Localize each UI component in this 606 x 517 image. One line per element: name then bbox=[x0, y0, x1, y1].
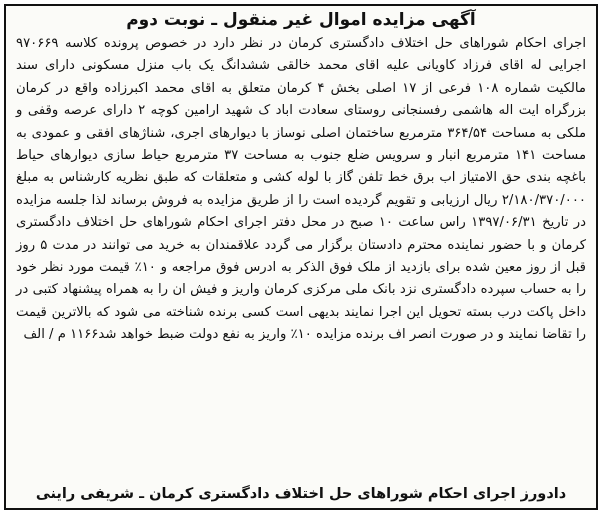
notice-box bbox=[4, 4, 598, 510]
notice-title: آگهی مزایده اموال غیر منقول ـ نوبت دوم bbox=[126, 10, 476, 30]
notice-signature: دادورز اجرای احکام شوراهای حل اختلاف دادگستری کرمان ـ شریفی راینی bbox=[35, 486, 567, 502]
notice-body: اجرای احکام شوراهای حل اختلاف دادگستری کرمان در نظر دارد در خصوص پرونده کلاسه ۹۷۰۶۶۹ اجرایی له اقای فرزاد کاویانی علیه اقای محمد خالقی ششدانگ یک باب منزل مسکونی دارای سند مالکیت شماره ۱۰۸ فرعی از ۱۷ اصلی بخش ۴ کرمان متعلق به اقای محمد اکبرزاده واقع در کرمان بزرگراه ایت اله هاشمی رفسنجانی روستای سعادت اباد ک شهید ارامین کوچه ۲ دارای عرصه وقفی و ملکی به مساحت ۳۶۴/۵۴ مترمربع ساختمان اصلی نوساز با دیوارهای اجری، شناژهای افقی و عمودی به مساحت ۱۴۱ مترمربع انبار و سرویس ضلع جنوب به مساحت ۳۷ مترمربع حیاط سازی دیوارهای حیاط باغچه بندی حق الامتیاز اب برق خط تلفن گاز با لوله کشی و متعلقات که طبق نظریه کارشناس به مبلغ ۲/۱۸۰/۳۷۰/۰۰۰ ریال ارزیابی و تقویم گردیده است را از طریق مزایده به فروش برساند لذا جلسه مزایده در تاریخ ۱۳۹۷/۰۶/۳۱ راس ساعت ۱۰ صبح در محل دفتر اجرای احکام شوراهای حل اختلاف دادگستری کرمان و با حضور نماینده محترم دادستان برگزار می گردد علاقمندان به خرید می توانند در مدت ۵ روز قبل از روز معین شده برای بازدید از ملک فوق الذکر به ادرس فوق مراجعه و ۱۰٪ قیمت مورد نظر خود را به حساب سپرده دادگستری نزد بانک ملی مرکزی کرمان واریز و فیش ان را به همراه پیشنهاد کتبی در داخل پاکت درب بسته تحویل این اجرا نمایند بدیهی است کسی برنده شناخته می شود که بالاترین قیمت را تقاضا نمایند و در صورت انصر اف برنده مزایده ۱۰٪ واریز به نفع دولت ضبط خواهد شد۱۱۶۶ م / الف bbox=[16, 36, 587, 343]
